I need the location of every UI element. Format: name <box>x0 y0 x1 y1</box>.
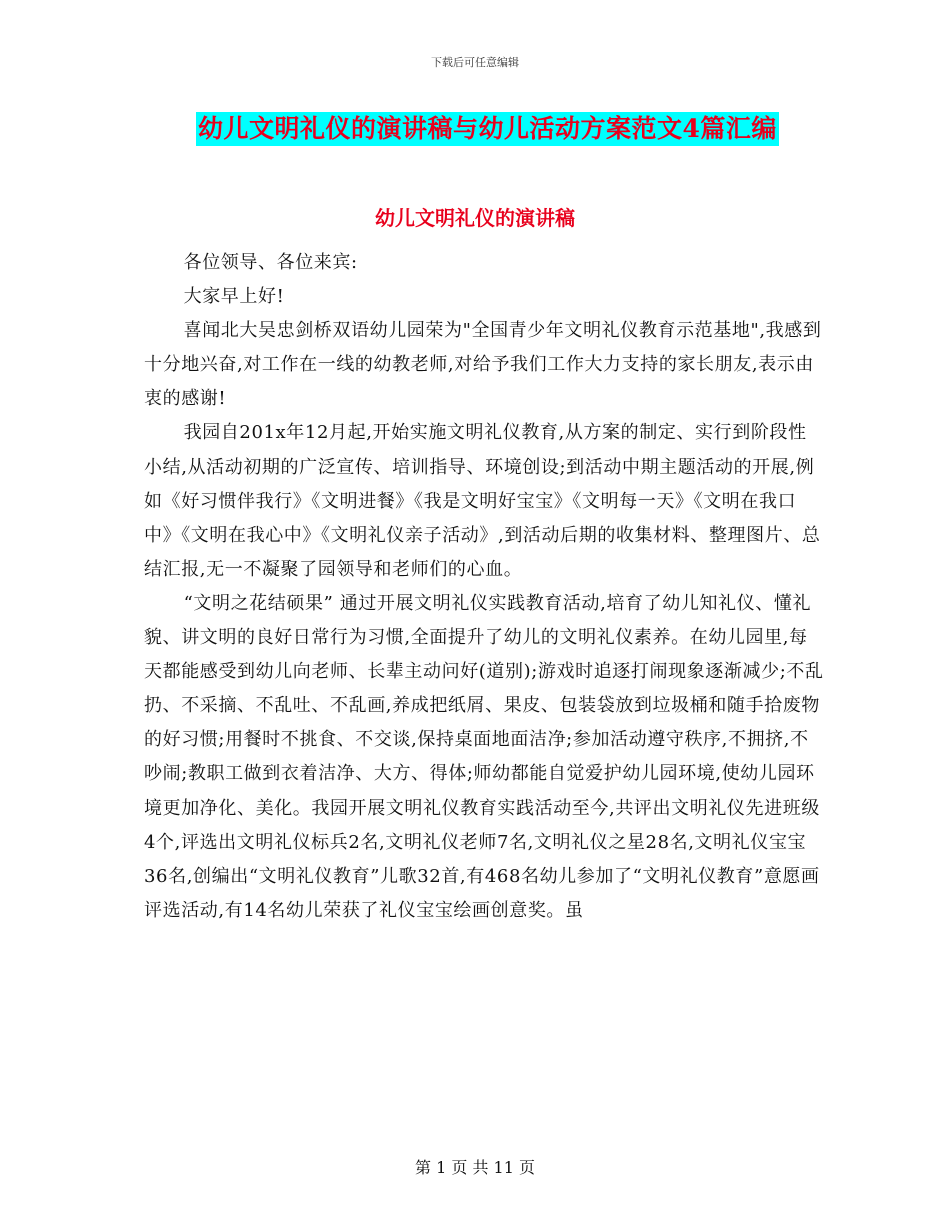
paragraph-implementation: 我园自201x年12月起,开始实施文明礼仪教育,从方案的制定、实行到阶段性小结,从活动初期的广泛宣传、培训指导、环境创设;到活动中期主题活动的开展,例如《好习惯伴我行》《文明进餐》《我是文明好宝宝》《文明每一天》《文明在我口中》《文明在我心中》《文明礼仪亲子活动》,到活动后期的收集材料、整理图片、总结汇报,无一不凝聚了园领导和老师们的心血。 <box>144 422 821 580</box>
header-note: 下载后可任意编辑 <box>431 56 519 69</box>
page-footer: 第 1 页 共 11 页 <box>415 1158 535 1177</box>
paragraph-results: “文明之花结硕果” 通过开展文明礼仪实践教育活动,培育了幼儿知礼仪、懂礼貌、讲文明的良好日常行为习惯,全面提升了幼儿的文明礼仪素养。在幼儿园里,每天都能感受到幼儿向老师、长辈主动问好(道别);游戏时追逐打闹现象逐渐减少;不乱扔、不采摘、不乱吐、不乱画,养成把纸屑、果皮、包装袋放到垃圾桶和随手拾废物的好习惯;用餐时不挑食、不交谈,保持桌面地面洁净;参加活动遵守秩序,不拥挤,不吵闹;教职工做到衣着洁净、大方、得体;师幼都能自觉爱护幼儿园环境,使幼儿园环境更加净化、美化。我园开展文明礼仪教育实践活动至今,共评出文明礼仪先进班级4个,评选出文明礼仪标兵2名,文明礼仪老师7名,文明礼仪之星28名,文明礼仪宝宝36名,创编出“文明礼仪教育”儿歌32首,有468名幼儿参加了“文明礼仪教育”意愿画评选活动,有14名幼儿荣获了礼仪宝宝绘画创意奖。虽 <box>144 592 824 921</box>
paragraph-greeting: 大家早上好! <box>183 286 285 308</box>
document-title: 幼儿文明礼仪的演讲稿与幼儿活动方案范文4篇汇编 <box>196 112 779 146</box>
paragraph-announcement: 喜闻北大吴忠剑桥双语幼儿园荣为"全国青少年文明礼仪教育示范基地",我感到十分地兴奋,对工作在一线的幼教老师,对给予我们工作大力支持的家长朋友,表示由衷的感谢! <box>144 320 822 410</box>
paragraph-salutation: 各位领导、各位来宾: <box>183 252 358 273</box>
section-title: 幼儿文明礼仪的演讲稿 <box>375 206 575 230</box>
document-body <box>144 246 824 928</box>
